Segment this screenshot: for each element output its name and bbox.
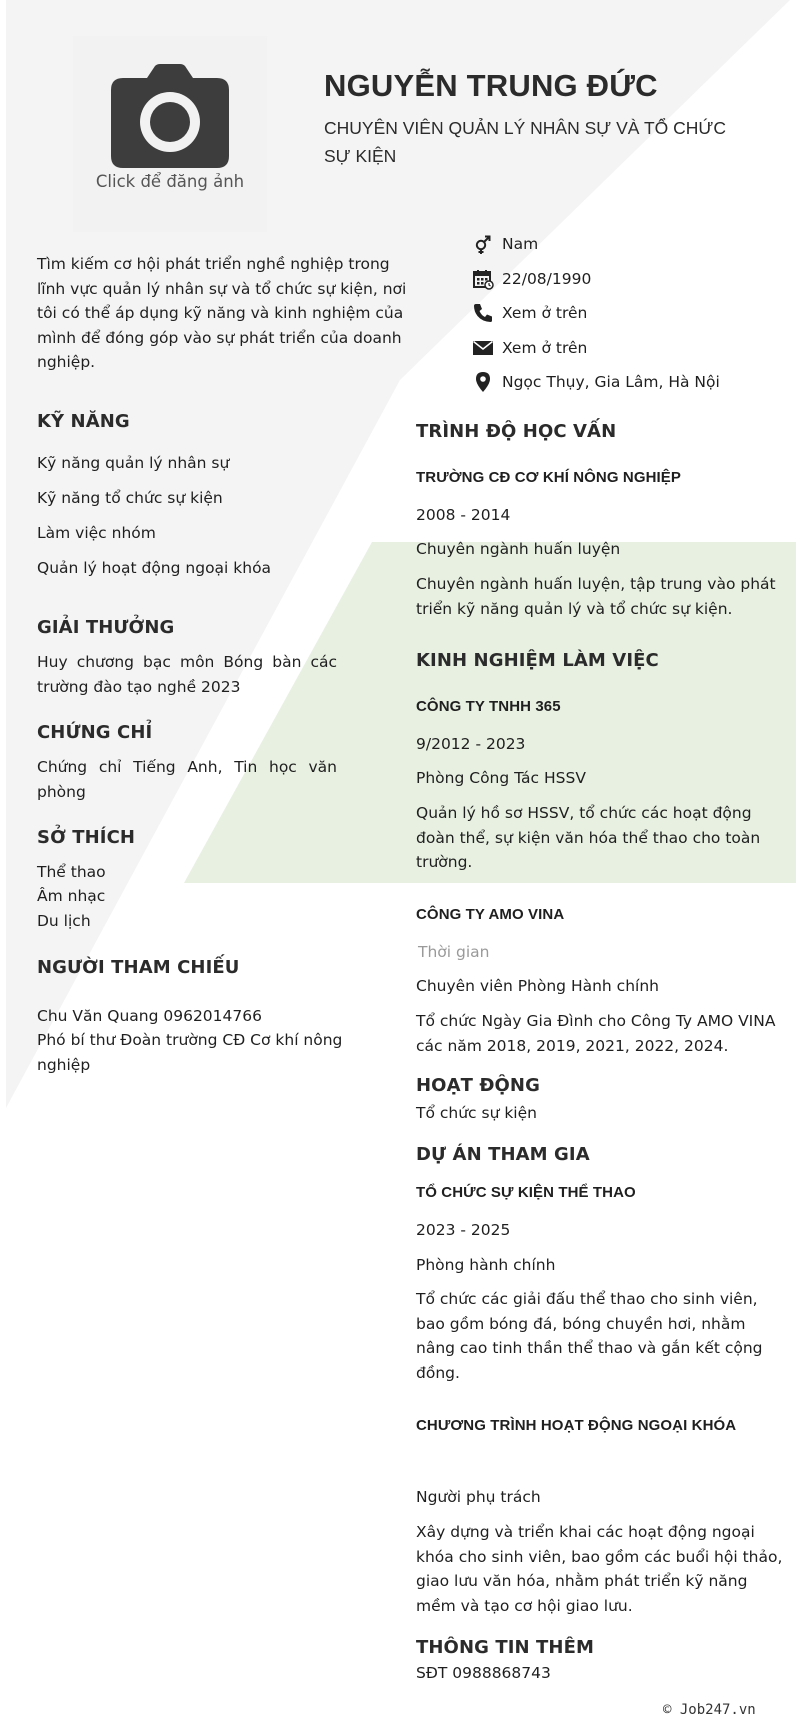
info-phone <box>472 299 792 334</box>
info-email-value: Xem ở trên <box>502 338 588 357</box>
project-desc: Tổ chức các giải đấu thể thao cho sinh viên, bao gồm bóng đá, bóng chuyền hơi, nhằm nâng cao tinh thần thể thao và gắn kết cộng đồng. <box>416 1290 763 1382</box>
job-company: CÔNG TY TNHH 365 <box>416 698 561 715</box>
project-role: Phòng hành chính <box>416 1256 556 1274</box>
info-birthday-value: 22/08/1990 <box>502 269 592 288</box>
reference-contact: Chu Văn Quang 0962014766 <box>37 1007 262 1025</box>
awards-text: Huy chương bạc môn Bóng bàn các trường đào tạo nghề 2023 <box>37 653 337 696</box>
project-desc: Xây dựng và triển khai các hoạt động ngoại khóa cho sinh viên, bao gồm các buổi hội thảo, giao lưu văn hóa, nhằm phát triển kỹ năng mềm và tạo cơ hội giao lưu. <box>416 1523 783 1615</box>
info-address-value: Ngọc Thụy, Gia Lâm, Hà Nội <box>502 373 720 392</box>
job-period: 9/2012 - 2023 <box>416 735 526 753</box>
photo-upload[interactable] <box>73 36 267 232</box>
skill-item: Kỹ năng quản lý nhân sự <box>37 454 230 472</box>
job-position: Chuyên viên Phòng Hành chính <box>416 977 659 995</box>
activities-title: HOẠT ĐỘNG <box>416 1075 540 1096</box>
certificates-title: CHỨNG CHỈ <box>37 722 153 743</box>
camera-icon <box>111 64 229 168</box>
job-desc: Tổ chức Ngày Gia Đình cho Công Ty AMO VINA các năm 2018, 2019, 2021, 2022, 2024. <box>416 1012 776 1055</box>
activities-text: Tổ chức sự kiện <box>416 1104 537 1122</box>
reference-position: Phó bí thư Đoàn trường CĐ Cơ khí nông nghiệp <box>37 1031 343 1074</box>
job-desc: Quản lý hồ sơ HSSV, tổ chức các hoạt động đoàn thể, sự kiện văn hóa thể thao cho toàn trường. <box>416 804 761 871</box>
project-name: TỔ CHỨC SỰ KIỆN THỂ THAO <box>416 1184 636 1201</box>
info-gender <box>472 230 792 265</box>
job-position: Phòng Công Tác HSSV <box>416 769 586 787</box>
education-school: TRƯỜNG CĐ CƠ KHÍ NÔNG NGHIỆP <box>416 469 682 486</box>
projects-title: DỰ ÁN THAM GIA <box>416 1144 590 1165</box>
skill-item: Quản lý hoạt động ngoại khóa <box>37 559 272 577</box>
info-gender-value: Nam <box>502 235 539 253</box>
extra-text: SĐT 0988868743 <box>416 1664 551 1682</box>
candidate-name: NGUYỄN TRUNG ĐỨC <box>324 68 658 103</box>
education-title: TRÌNH ĐỘ HỌC VẤN <box>416 421 617 442</box>
project-name: CHƯƠNG TRÌNH HOẠT ĐỘNG NGOẠI KHÓA <box>416 1417 737 1434</box>
info-birthday <box>472 265 792 300</box>
candidate-title: CHUYÊN VIÊN QUẢN LÝ NHÂN SỰ VÀ TỔ CHỨC SỰ KIỆN <box>324 118 726 166</box>
job-period: Thời gian <box>418 943 490 961</box>
skill-item: Kỹ năng tổ chức sự kiện <box>37 489 223 507</box>
experience-title: KINH NGHIỆM LÀM VIỆC <box>416 650 659 671</box>
awards-title: GIẢI THƯỞNG <box>37 617 175 638</box>
phone-icon <box>472 302 494 324</box>
hobby-item: Du lịch <box>37 912 91 930</box>
career-objective: Tìm kiếm cơ hội phát triển nghề nghiệp trong lĩnh vực quản lý nhân sự và tổ chức sự kiện, nơi tôi có thể áp dụng kỹ năng và kinh nghiệm của mình để đóng góp vào sự phát triển của doanh nghiệp. <box>37 255 407 371</box>
calendar-icon <box>472 268 494 290</box>
hobbies-title: SỞ THÍCH <box>37 827 136 848</box>
mail-icon <box>472 337 494 359</box>
hobby-item: Thể thao <box>37 863 106 881</box>
photo-label: Click để đăng ảnh <box>95 172 245 191</box>
info-email <box>472 334 792 369</box>
project-role: Người phụ trách <box>416 1488 541 1506</box>
personal-info <box>472 230 792 403</box>
certificates-text: Chứng chỉ Tiếng Anh, Tin học văn phòng <box>37 758 337 801</box>
info-phone-value: Xem ở trên <box>502 304 588 323</box>
job-company: CÔNG TY AMO VINA <box>416 906 565 923</box>
gender-icon <box>472 233 494 255</box>
extra-title: THÔNG TIN THÊM <box>416 1637 595 1658</box>
skill-item: Làm việc nhóm <box>37 524 156 542</box>
info-address <box>472 368 792 403</box>
project-period: 2023 - 2025 <box>416 1221 511 1239</box>
location-icon <box>472 371 494 393</box>
education-major: Chuyên ngành huấn luyện <box>416 540 621 558</box>
education-period: 2008 - 2014 <box>416 506 511 524</box>
footer-credit: © Job247.vn <box>663 1702 756 1718</box>
references-title: NGƯỜI THAM CHIẾU <box>37 957 240 978</box>
education-desc: Chuyên ngành huấn luyện, tập trung vào phát triển kỹ năng quản lý và tổ chức sự kiện. <box>416 575 776 618</box>
hobby-item: Âm nhạc <box>37 887 106 905</box>
skills-title: KỸ NĂNG <box>37 411 130 432</box>
